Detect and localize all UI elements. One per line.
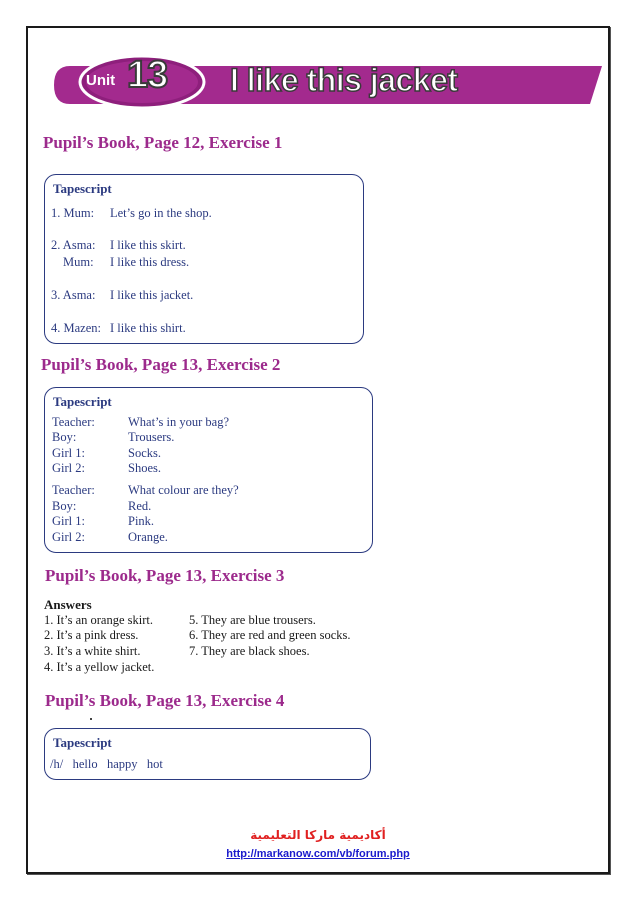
ex2-speaker: Girl 1: [52,514,85,528]
ex2-tapescript-box [44,387,373,553]
ex1-line: I like this skirt. [110,238,186,252]
ex2-line: Trousers. [128,430,175,444]
ex1-speaker: 4. Mazen: [51,321,101,335]
ex4-box-title: Tapescript [53,735,112,750]
answer-item: 3. It’s a white shirt. [44,644,141,658]
stray-mark [90,718,92,720]
ex2-line: Shoes. [128,461,161,475]
ex1-line: I like this shirt. [110,321,186,335]
answer-item: 6. They are red and green socks. [189,628,351,642]
answers-title: Answers [44,597,92,612]
unit-number: 13 [127,54,168,96]
ex2-speaker: Boy: [52,430,77,444]
answer-item: 1. It’s an orange skirt. [44,613,154,627]
unit-title: I like this jacket [230,62,458,98]
answer-item: 4. It’s a yellow jacket. [44,660,155,674]
unit-label: Unit [86,72,116,89]
ex1-box-title: Tapescript [53,181,112,196]
ex2-speaker: Boy: [52,499,77,513]
ex3-heading: Pupil’s Book, Page 13, Exercise 3 [45,566,285,585]
ex2-line: What colour are they? [128,483,239,497]
ex2-speaker: Girl 2: [52,530,85,544]
ex1-tapescript-box [44,174,364,344]
ex2-heading: Pupil’s Book, Page 13, Exercise 2 [41,355,281,374]
answer-item: 5. They are blue trousers. [189,613,316,627]
ex2-line: Red. [128,499,152,513]
ex1-speaker: 3. Asma: [51,288,96,302]
ex2-speaker: Girl 2: [52,461,85,475]
ex2-line: Orange. [128,530,168,544]
ex2-box-title: Tapescript [53,394,112,409]
ex1-line: Let’s go in the shop. [110,206,212,220]
ex4-heading: Pupil’s Book, Page 13, Exercise 4 [45,691,285,710]
ex2-line: What’s in your bag? [128,415,230,429]
ex4-tapescript-box [44,728,371,780]
ex2-speaker: Girl 1: [52,446,85,460]
footer-academy-name: أكاديمية ماركا التعليمية [250,828,386,842]
footer-link[interactable]: http://markanow.com/vb/forum.php [226,848,410,860]
ex1-speaker: 1. Mum: [51,206,95,220]
ex2-line: Socks. [128,446,161,460]
answer-item: 7. They are black shoes. [189,644,310,658]
ex1-heading: Pupil’s Book, Page 12, Exercise 1 [43,133,283,152]
answer-item: 2. It’s a pink dress. [44,628,139,642]
ex1-speaker: 2. Asma: [51,238,96,252]
ex1-line: I like this jacket. [110,288,194,302]
ex2-speaker: Teacher: [52,415,95,429]
ex2-speaker: Teacher: [52,483,95,497]
ex2-line: Pink. [128,514,155,528]
ex4-line: /h/ hello happy hot [50,757,163,771]
ex1-speaker: Mum: [63,255,94,269]
ex1-line: I like this dress. [110,255,190,269]
